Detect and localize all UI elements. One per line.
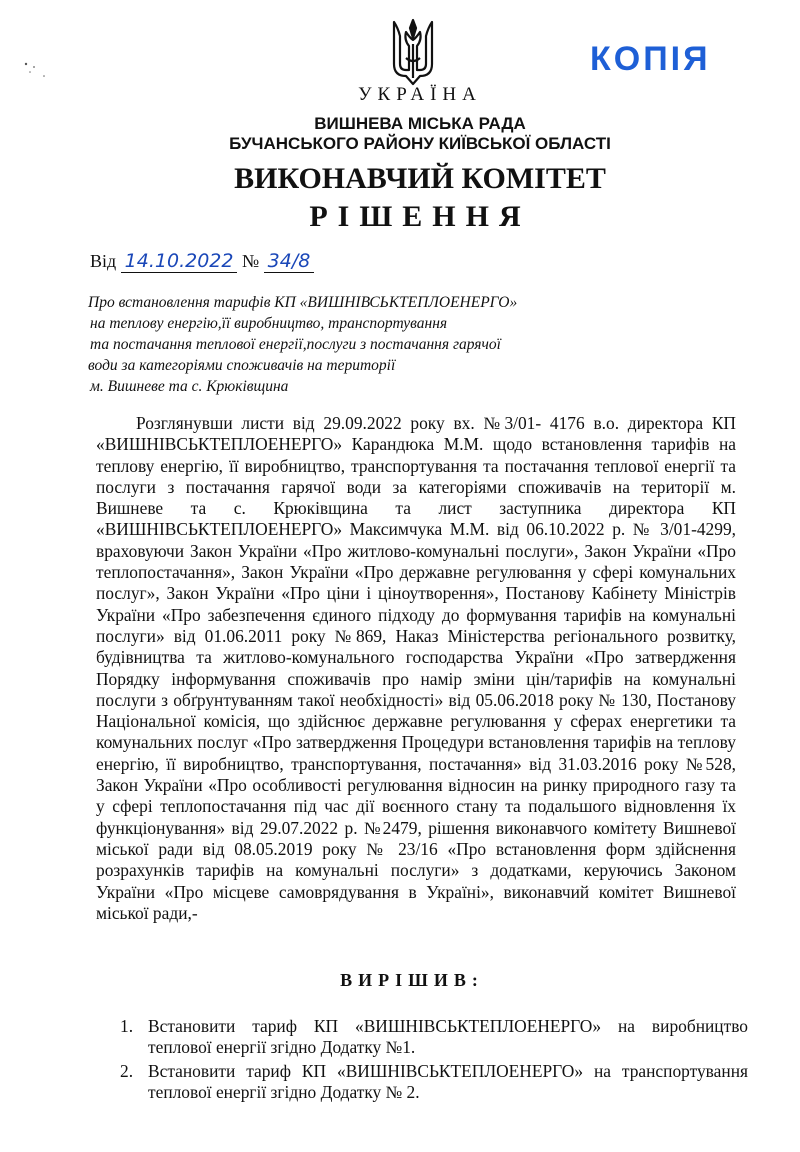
- council-name-line1: ВИШНЕВА МІСЬКА РАДА: [314, 114, 526, 133]
- subject-line: м. Вишневе та с. Крюківщина: [90, 378, 289, 395]
- resolution-items: [120, 1016, 748, 1106]
- preamble-paragraph: Розглянувши листи від 29.09.2022 року вх. №3/01- 4176 в.о. директора КП «ВИШНІВСЬКТЕПЛОЕНЕРГО» Карандюка М.М. щодо встановлення тарифів на теплову енергію, її виробництво, транспортування та постачання теплової енергії та послуги з постачання гарячої води за категоріями споживачів на території м. Вишневе та с. Крюківщина та лист заступника директора КП «ВИШНІВСЬКТЕПЛОЕНЕРГО» Максимчука М.М. від 06.10.2022 р. № 3/01-4299, враховуючи Закон України «Про житлово-комунальні послуги», Закон України «Про теплопостачання», Закон України «Про державне регулювання у сфері комунальних послуг», Закон України «Про ціни і ціноутворення», Постанову Кабінету Міністрів України «Про забезпечення єдиного підходу до формування тарифів на комунальні послуги» від 01.06.2011 року №869, Наказ Міністерства регіонального розвитку, будівництва та житлово-комунального господарства України «Про затвердження Порядку інформування споживачів про намір зміни цін/тарифів на комунальні послуги з обґрунтуванням такої необхідності» від 05.06.2018 року № 130, Постанову Національної комісія, що здійснює державне регулювання у сферах енергетики та комунальних послуг «Про затвердження Процедури встановлення тарифів на теплову енергію, її виробництво, транспортування, постачання» від 31.03.2016 року №528, Закон України «Про особливості регулювання відносин на ринку природного газу та у сфері теплопостачання під час дії воєнного стану та подальшого відновлення їх функціонування» від 29.07.2022 р. №2479, рішення виконавчого комітету Вишневої міської ради від 08.05.2019 року № 23/16 «Про встановлення форм здійснення розрахунків тарифів на комунальні послуги» з додатками, керуючись Законом України «Про місцеве самоврядування в Україні», виконавчий комітет Вишневої міської ради,-: [96, 413, 736, 923]
- subject-line: води за категоріями споживачів на території: [88, 357, 396, 374]
- date-label: Від: [90, 251, 117, 271]
- list-item: [120, 1061, 748, 1103]
- item-text: Встановити тариф КП «ВИШНІВСЬКТЕПЛОЕНЕРГО» на виробництво теплової енергії згідно Додатку №1.: [148, 1016, 748, 1057]
- number-label: №: [241, 251, 260, 271]
- dateline: [90, 250, 314, 273]
- decision-title: РІШЕННЯ: [309, 200, 531, 233]
- handwritten-date: 14.10.2022: [121, 250, 238, 273]
- item-text: Встановити тариф КП «ВИШНІВСЬКТЕПЛОЕНЕРГО» на транспортування теплової енергії згідно Додатку № 2.: [148, 1061, 748, 1102]
- item-number: 1.: [120, 1016, 134, 1036]
- resolved-heading: ВИРІШИВ:: [340, 970, 484, 990]
- subject-line: та постачання теплової енергії,послуги з постачання гарячої: [90, 336, 501, 353]
- council-name-line2: БУЧАНСЬКОГО РАЙОНУ КИЇВСЬКОЇ ОБЛАСТІ: [229, 134, 611, 153]
- copy-stamp: КОПІЯ: [590, 40, 711, 78]
- list-item: [120, 1016, 748, 1058]
- subject-block: [88, 292, 568, 397]
- country-name: УКРАЇНА: [358, 84, 482, 105]
- handwritten-number: 34/8: [264, 250, 315, 273]
- trident-emblem-icon: [388, 18, 438, 88]
- subject-line: на теплову енергію,її виробництво, транспортування: [90, 315, 448, 332]
- subject-line: Про встановлення тарифів КП «ВИШНІВСЬКТЕПЛОЕНЕРГО»: [88, 294, 518, 311]
- committee-title: ВИКОНАВЧИЙ КОМІТЕТ: [234, 162, 606, 195]
- item-number: 2.: [120, 1061, 134, 1081]
